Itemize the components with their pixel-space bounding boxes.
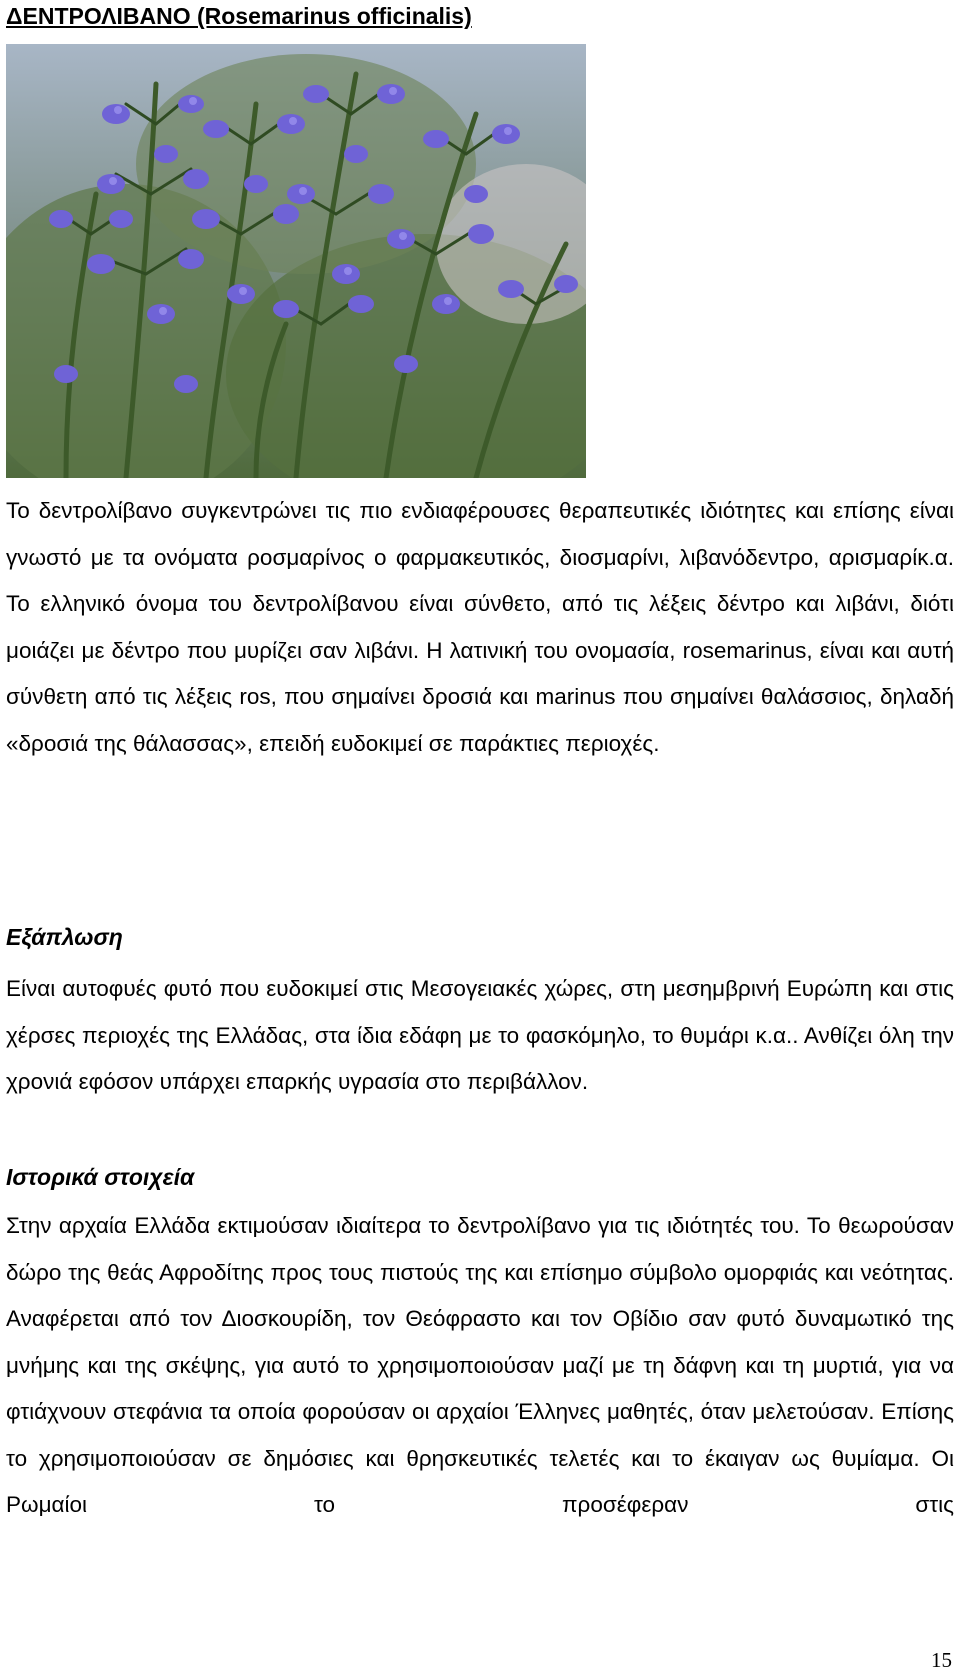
section-heading-history: Ιστορικά στοιχεία <box>6 1164 195 1190</box>
section-heading-spread: Εξάπλωση <box>6 924 123 950</box>
section-paragraph-spread: Είναι αυτοφυές φυτό που ευδοκιμεί στις Μεσογειακές χώρες, στη μεσημβρινή Ευρώπη και στις χέρσες περιοχές της Ελλάδας, στα ίδια εδάφη με το φασκόμηλο, το θυμάρι κ.α.. Ανθίζει όλη την χρονιά εφόσον υπάρχει επαρκής υγρασία στο περιβάλλον. <box>6 976 954 1094</box>
intro-paragraph: Το δεντρολίβανο συγκεντρώνει τις πιο ενδιαφέρουσες θεραπευτικές ιδιότητες και επίσης είναι γνωστό με τα ονόματα ροσμαρίνος ο φαρμακευτικός, διοσμαρίνι, λιβανόδεντρο, αρισμαρίκ.α. Το ελληνικό όνομα του δεντρολίβανου είναι σύνθετο, από τις λέξεις δέντρο και λιβάνι, διότι μοιάζει με δέντρο που μυρίζει σαν λιβάνι. Η λατινική του ονομασία, rosemarinus, είναι και αυτή σύνθετη από τις λέξεις ros, που σημαίνει δροσιά και marinus που σημαίνει θαλάσσιος, δηλαδή «δροσιά της θάλασσας», επειδή ευδοκιμεί σε παράκτιες περιοχές. <box>6 498 954 756</box>
rosemary-plant-photo <box>6 44 586 478</box>
page-title: ΔΕΝΤΡΟΛΙΒΑΝΟ (Rosemarinus officinalis) <box>6 3 472 29</box>
section-paragraph-history: Στην αρχαία Ελλάδα εκτιμούσαν ιδιαίτερα το δεντρολίβανο για τις ιδιότητές του. Το θεωρούσαν δώρο της θεάς Αφροδίτης προς τους πιστούς της και επίσημο σύμβολο ομορφιάς και νεότητας. Αναφέρεται από τον Διοσκουρίδη, τον Θεόφραστο και τον Οβίδιο σαν φυτό δυναμωτικό της μνήμης και της σκέψης, για αυτό το χρησιμοποιούσαν μαζί με τη δάφνη και τη μυρτιά, για να φτιάχνουν στεφάνια τα οποία φορούσαν οι αρχαίοι Έλληνες μαθητές, όταν μελετούσαν. Επίσης το χρησιμοποιούσαν σε δημόσιες και θρησκευτικές τελετές και το έκαιγαν ως θυμίαμα. Οι Ρωμαίοι το προσέφεραν στις <box>6 1213 954 1517</box>
page-number: 15 <box>931 1648 952 1672</box>
